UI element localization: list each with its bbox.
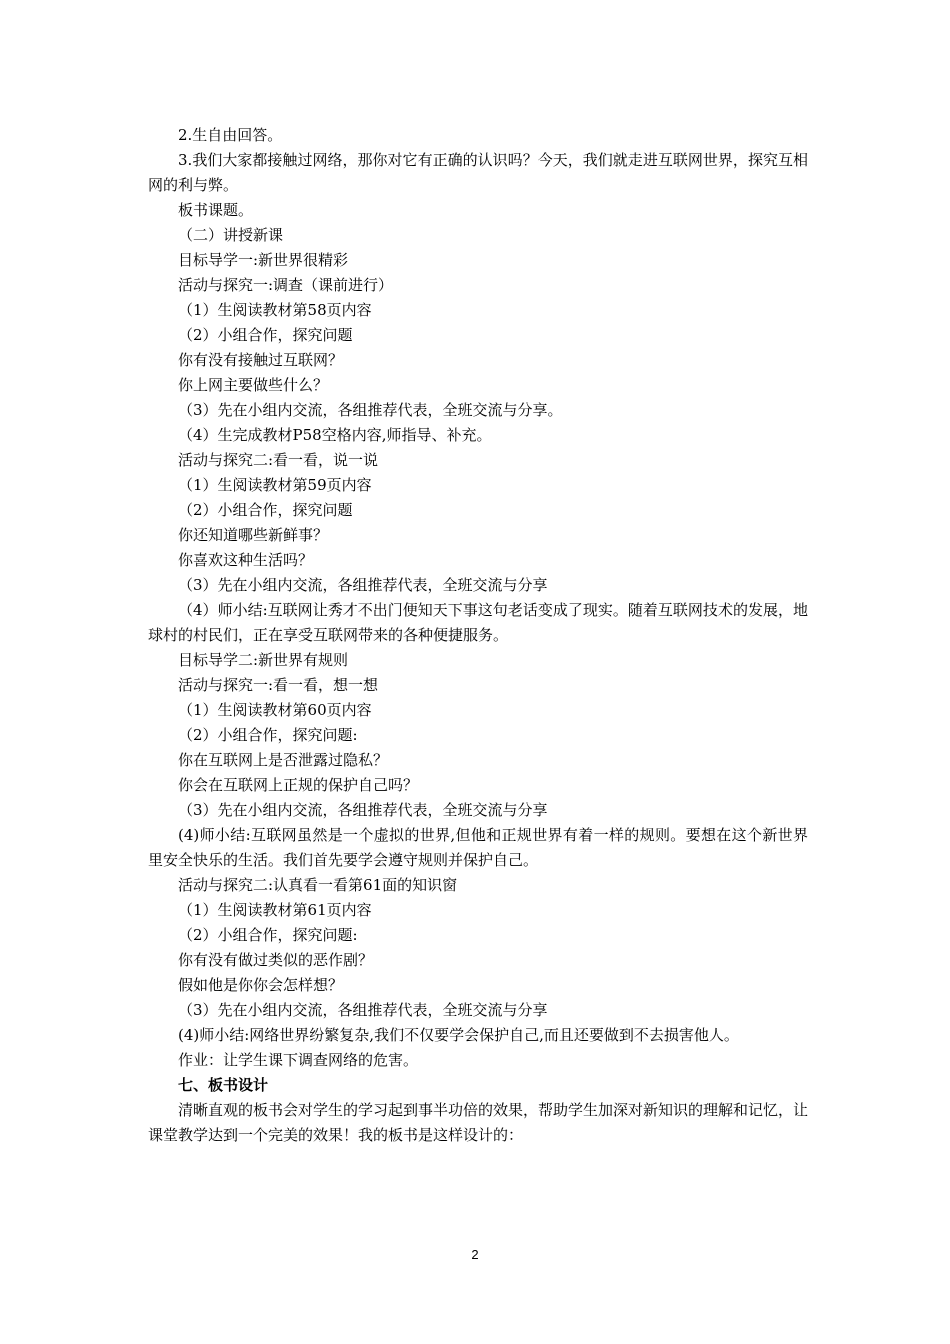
paragraph: 目标导学二:新世界有规则: [178, 651, 349, 669]
paragraph: （1）生阅读教材第60页内容: [178, 701, 372, 719]
paragraph: （2）小组合作，探究问题: [178, 501, 353, 519]
paragraph: 你上网主要做些什么？: [178, 376, 329, 394]
paragraph: 你有没有做过类似的恶作剧？: [178, 951, 374, 969]
paragraph: （2）小组合作，探究问题:: [178, 926, 358, 944]
paragraph: 你会在互联网上正规的保护自己吗？: [178, 776, 419, 794]
section-heading: 七、板书设计: [178, 1076, 269, 1094]
section-heading: （二）讲授新课: [178, 226, 284, 244]
paragraph: 活动与探究一:看一看，想一想: [178, 676, 379, 694]
paragraph: （2）小组合作，探究问题:: [178, 726, 358, 744]
paragraph: （1）生阅读教材第61页内容: [178, 901, 372, 919]
paragraph: 清晰直观的板书会对学生的学习起到事半功倍的效果，帮助学生加深对新知识的理解和记忆，让课堂教学达到一个完美的效果！我的板书是这样设计的：: [148, 1101, 809, 1144]
paragraph: 假如他是你你会怎样想？: [178, 976, 344, 994]
paragraph: 你喜欢这种生活吗？: [178, 551, 314, 569]
paragraph: （2）小组合作，探究问题: [178, 326, 353, 344]
paragraph: 你有没有接触过互联网？: [178, 351, 344, 369]
paragraph: 2.生自由回答。: [178, 126, 283, 144]
paragraph: （3）先在小组内交流，各组推荐代表，全班交流与分享: [178, 576, 548, 594]
paragraph: （3）先在小组内交流，各组推荐代表，全班交流与分享: [178, 801, 548, 819]
paragraph: （3）先在小组内交流，各组推荐代表，全班交流与分享: [178, 1001, 548, 1019]
paragraph: (4)师小结:网络世界纷繁复杂,我们不仅要学会保护自己,而且还要做到不去损害他人。: [178, 1026, 739, 1044]
paragraph: 你在互联网上是否泄露过隐私？: [178, 751, 389, 769]
paragraph: （1）生阅读教材第59页内容: [178, 476, 372, 494]
paragraph: 活动与探究二:看一看，说一说: [178, 451, 379, 469]
paragraph: （1）生阅读教材第58页内容: [178, 301, 372, 319]
paragraph: 活动与探究一:调查（课前进行）: [178, 276, 394, 294]
paragraph: 板书课题。: [178, 201, 254, 219]
paragraph: 目标导学一:新世界很精彩: [178, 251, 349, 269]
document-body: [148, 123, 808, 1148]
paragraph: 作业：让学生课下调查网络的危害。: [178, 1051, 419, 1069]
paragraph: 活动与探究二:认真看一看第61面的知识窗: [178, 876, 458, 894]
paragraph: （4）师小结:互联网让秀才不出门便知天下事这句老话变成了现实。随着互联网技术的发展，地球村的村民们，正在享受互联网带来的各种便捷服务。: [148, 601, 808, 644]
paragraph: （3）先在小组内交流，各组推荐代表，全班交流与分享。: [178, 401, 563, 419]
paragraph: (4)师小结:互联网虽然是一个虚拟的世界,但他和正规世界有着一样的规则。要想在这个新世界里安全快乐的生活。我们首先要学会遵守规则并保护自己。: [148, 826, 808, 869]
paragraph: 3.我们大家都接触过网络，那你对它有正确的认识吗？今天，我们就走进互联网世界，探究互相网的利与弊。: [148, 151, 808, 194]
page-number: 2: [471, 1247, 479, 1262]
paragraph: 你还知道哪些新鲜事？: [178, 526, 329, 544]
paragraph: （4）生完成教材P58空格内容,师指导、补充。: [178, 426, 492, 444]
